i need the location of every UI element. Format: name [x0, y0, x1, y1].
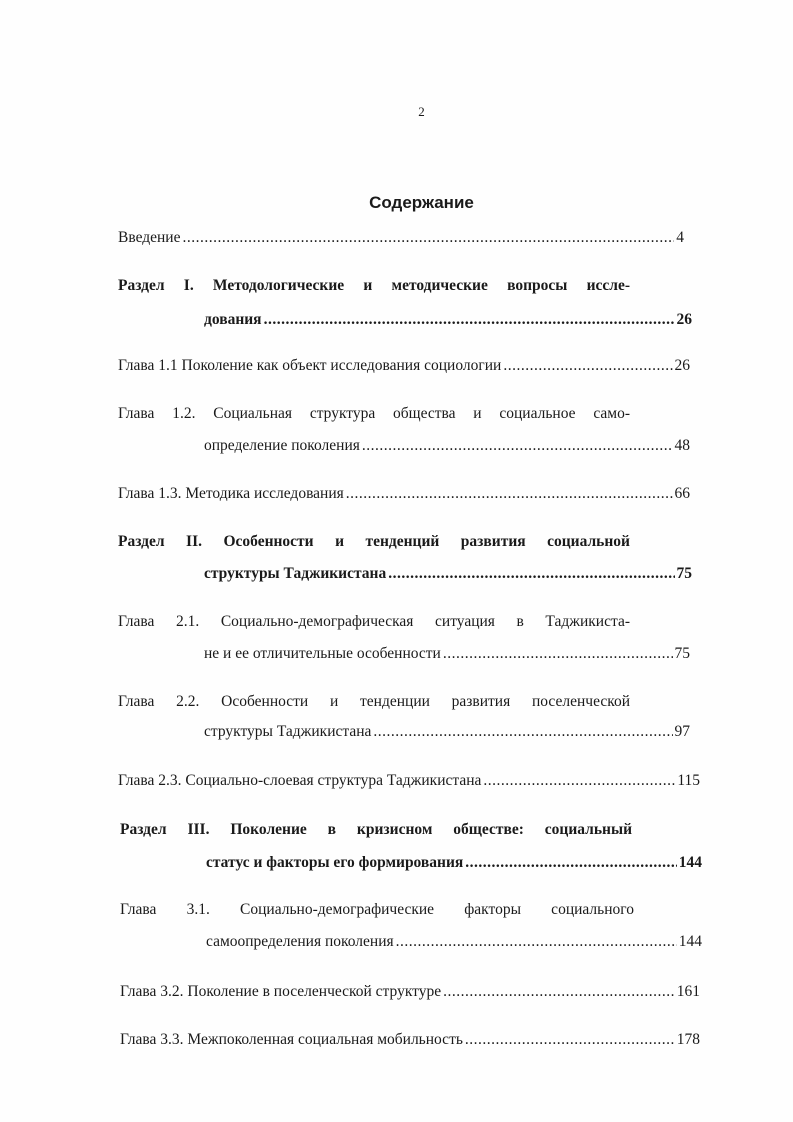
toc-section-1[interactable]: [204, 310, 692, 330]
toc-entry-label: Глава 1.3. Методика исследования: [118, 485, 344, 502]
toc-entry-label: Глава 2.3. Социально-слоевая структура Таджикистана: [118, 772, 482, 789]
toc-section-3[interactable]: [206, 853, 702, 873]
dot-leader: [483, 771, 675, 791]
toc-entry-label: определение поколения: [204, 437, 360, 454]
toc-page-number: 48: [674, 437, 690, 454]
toc-page-number: 144: [678, 854, 702, 871]
toc-entry-label: структуры Таджикистана: [204, 723, 372, 740]
toc-page-number: 26: [674, 357, 690, 374]
dot-leader: [182, 228, 674, 248]
toc-page-number: 115: [677, 772, 700, 789]
toc-entry-label: не и ее отличительные особенности: [204, 645, 441, 662]
toc-entry-label: статус и факторы его формирования: [206, 854, 464, 871]
toc-entry-2-3[interactable]: [118, 771, 700, 791]
toc-entry-label: Глава 3.3. Межпоколенная социальная мобильность: [120, 1031, 463, 1048]
dot-leader: [264, 310, 675, 330]
toc-entry-3-1[interactable]: [206, 932, 702, 952]
toc-page-number: 66: [674, 485, 690, 502]
toc-page-number: 75: [676, 565, 692, 582]
toc-section-1-line1[interactable]: Раздел I. Методологические и методические вопросы иссле-: [118, 277, 630, 294]
toc-entry-1-2-line1[interactable]: Глава 1.2. Социальная структура общества и социальное само-: [118, 405, 630, 422]
toc-entry-label: Глава 3.2. Поколение в поселенческой структуре: [120, 983, 442, 1000]
toc-entry-label: структуры Таджикистана: [204, 565, 387, 582]
toc-entry-3-3[interactable]: [120, 1030, 700, 1050]
dot-leader: [465, 853, 676, 873]
dot-leader: [388, 564, 674, 584]
toc-entry-2-1-line1[interactable]: Глава 2.1. Социально-демографическая ситуация в Таджикиста-: [118, 613, 630, 630]
page-number: 2: [418, 104, 425, 119]
toc-entry-label: Введение: [118, 229, 181, 246]
dot-leader: [362, 436, 673, 456]
toc-entry-3-2[interactable]: [120, 982, 700, 1002]
toc-entry-label: Глава 1.1 Поколение как объект исследования социологии: [118, 357, 502, 374]
toc-entry-2-2[interactable]: [204, 722, 690, 742]
toc-section-2[interactable]: [204, 564, 692, 584]
toc-page-number: 97: [674, 723, 690, 740]
page-title: Содержание: [369, 193, 474, 212]
dot-leader: [396, 932, 677, 952]
toc-entry-intro[interactable]: [118, 228, 684, 248]
toc-section-2-line1[interactable]: Раздел II. Особенности и тенденций развития социальной: [118, 533, 630, 550]
toc-entry-1-3[interactable]: [118, 484, 690, 504]
toc-page-number: 178: [676, 1031, 700, 1048]
toc-page-number: 144: [678, 933, 702, 950]
toc-entry-2-2-line1[interactable]: Глава 2.2. Особенности и тенденции развития поселенческой: [118, 693, 630, 710]
dot-leader: [443, 982, 675, 1002]
toc-page-number: 161: [676, 983, 700, 1000]
dot-leader: [503, 356, 672, 376]
toc-entry-label: самоопределения поколения: [206, 933, 394, 950]
toc-entry-3-1-line1[interactable]: Глава 3.1. Социально-демографические факторы социального: [120, 901, 634, 918]
dot-leader: [346, 484, 673, 504]
toc-entry-label: дования: [204, 311, 262, 328]
toc-page-number: 4: [676, 229, 684, 246]
toc-page-number: 75: [674, 645, 690, 662]
toc-page-number: 26: [676, 311, 692, 328]
toc-entry-1-1[interactable]: [118, 356, 690, 376]
toc-entry-2-1[interactable]: [204, 644, 690, 664]
dot-leader: [373, 722, 672, 742]
toc-entry-1-2[interactable]: [204, 436, 690, 456]
dot-leader: [465, 1030, 675, 1050]
toc-section-3-line1[interactable]: Раздел III. Поколение в кризисном обществе: социальный: [120, 821, 632, 838]
dot-leader: [443, 644, 673, 664]
